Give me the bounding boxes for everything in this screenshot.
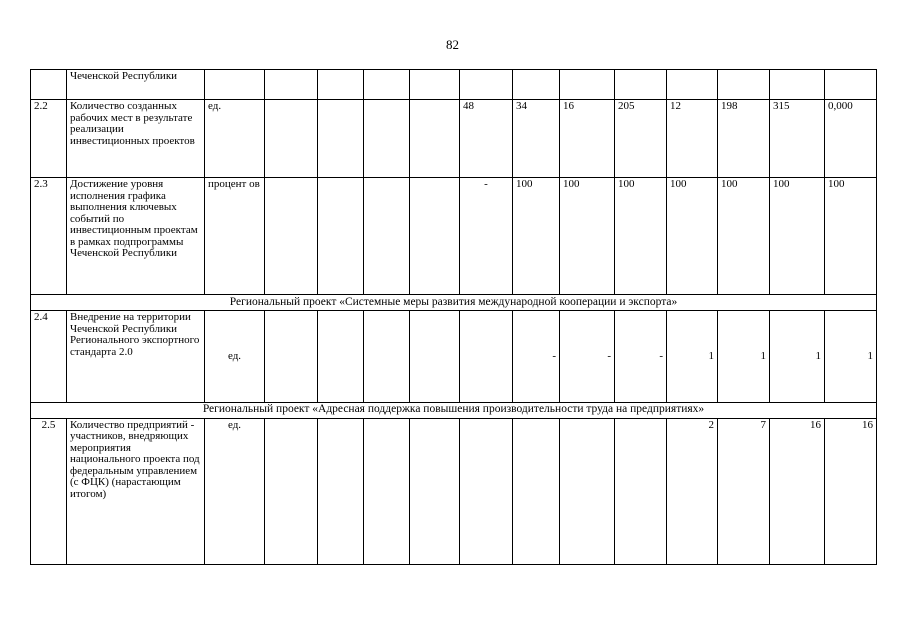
value-cell: 7 bbox=[718, 418, 770, 564]
value-cell: 0,000 bbox=[825, 100, 877, 178]
section-title: Региональный проект «Системные меры развития международной кооперации и экспорта» bbox=[31, 295, 877, 311]
indicator-name: Достижение уровня исполнения графика выполнения ключевых событий по инвестиционным проектам в рамках подпрограммы Чеченской Республики bbox=[67, 178, 205, 295]
value-cell: 100 bbox=[667, 178, 718, 295]
section-title: Региональный проект «Адресная поддержка повышения производительности труда на предприятиях» bbox=[31, 402, 877, 418]
unit: ед. bbox=[205, 100, 265, 178]
value-cell: 315 bbox=[770, 100, 825, 178]
value-cell: 16 bbox=[825, 418, 877, 564]
value-cell: 34 bbox=[513, 100, 560, 178]
value-cell: 1 bbox=[825, 311, 877, 402]
value-cell: - bbox=[560, 311, 615, 402]
value-cell: 100 bbox=[718, 178, 770, 295]
row-number: 2.4 bbox=[31, 311, 67, 402]
value-cell: 2 bbox=[667, 418, 718, 564]
value-cell: 1 bbox=[718, 311, 770, 402]
value-cell: 12 bbox=[667, 100, 718, 178]
row-number: 2.5 bbox=[31, 418, 67, 564]
row-number: 2.2 bbox=[31, 100, 67, 178]
table-row bbox=[31, 100, 877, 178]
indicator-table bbox=[30, 69, 877, 565]
value-cell: - bbox=[460, 178, 513, 295]
section-header-row bbox=[31, 295, 877, 311]
value-cell: 100 bbox=[513, 178, 560, 295]
value-cell: 16 bbox=[560, 100, 615, 178]
page-number: 82 bbox=[446, 37, 459, 52]
value-cell: 48 bbox=[460, 100, 513, 178]
table-row bbox=[31, 311, 877, 402]
table-row bbox=[31, 418, 877, 564]
value-cell: 1 bbox=[770, 311, 825, 402]
value-cell: 100 bbox=[825, 178, 877, 295]
row-number: 2.3 bbox=[31, 178, 67, 295]
unit: ед. bbox=[205, 418, 265, 564]
value-cell: 205 bbox=[615, 100, 667, 178]
value-cell: 198 bbox=[718, 100, 770, 178]
value-cell: - bbox=[615, 311, 667, 402]
indicator-name: Чеченской Республики bbox=[67, 70, 205, 100]
indicator-name: Количество созданных рабочих мест в результате реализации инвестиционных проектов bbox=[67, 100, 205, 178]
section-header-row bbox=[31, 402, 877, 418]
value-cell: 16 bbox=[770, 418, 825, 564]
unit: ед. bbox=[205, 311, 265, 402]
indicator-name: Внедрение на территории Чеченской Республики Регионального экспортного стандарта 2.0 bbox=[67, 311, 205, 402]
table-row bbox=[31, 70, 877, 100]
value-cell: 100 bbox=[770, 178, 825, 295]
unit: процент ов bbox=[205, 178, 265, 295]
value-cell: 100 bbox=[560, 178, 615, 295]
value-cell: 1 bbox=[667, 311, 718, 402]
table-row bbox=[31, 178, 877, 295]
value-cell: 100 bbox=[615, 178, 667, 295]
indicator-name: Количество предприятий - участников, внедряющих мероприятия национального проекта под федеральным управлением (с ФЦК) (нарастающим итогом) bbox=[67, 418, 205, 564]
value-cell: - bbox=[513, 311, 560, 402]
